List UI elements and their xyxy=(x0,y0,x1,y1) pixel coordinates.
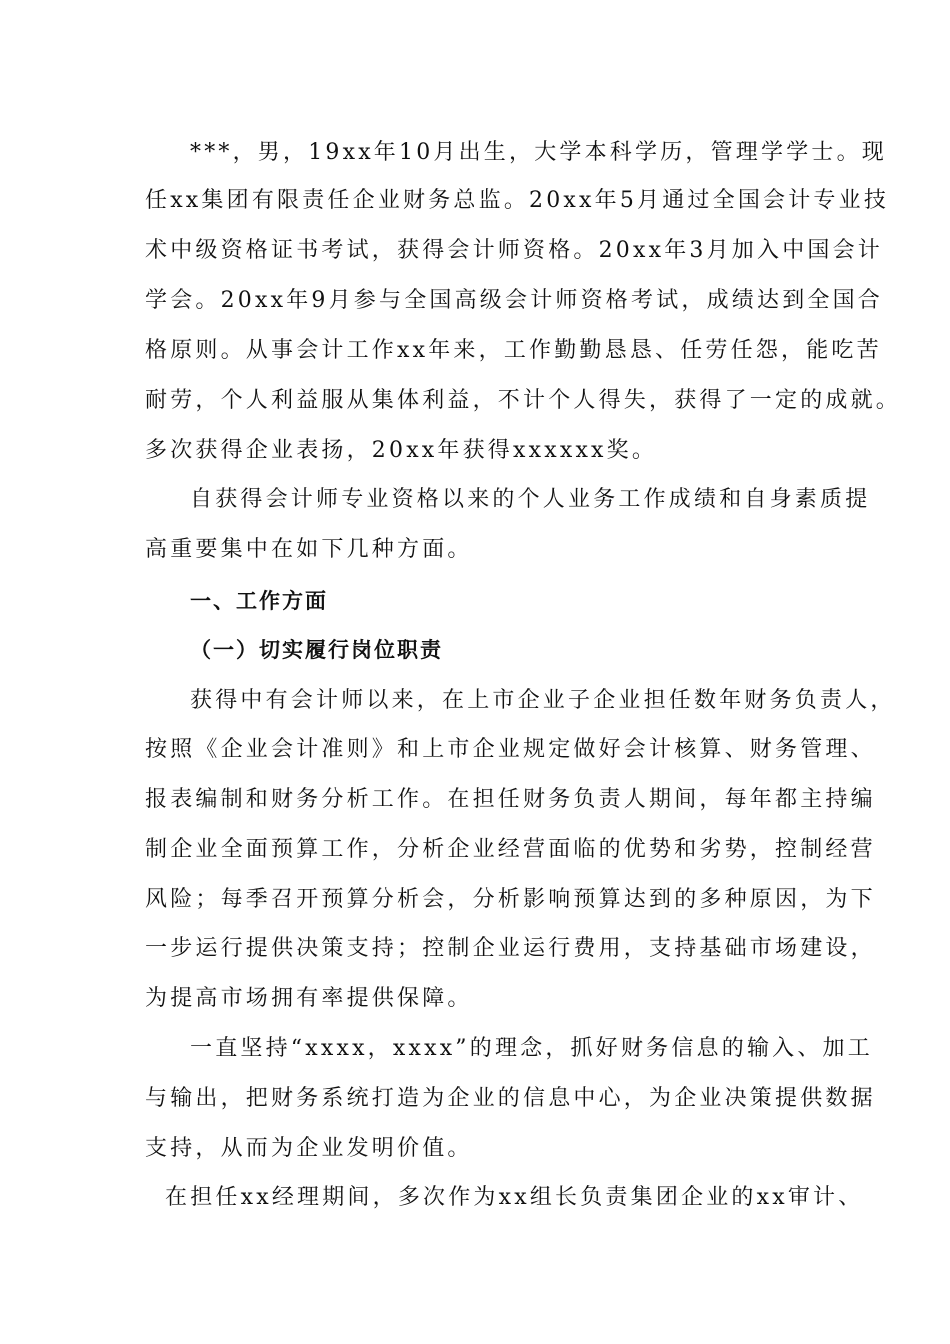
paragraph-line: 任xx集团有限责任企业财务总监。20xx年5月通过全国会计专业技 xyxy=(145,188,890,213)
subsection-heading: （一）切实履行岗位职责 xyxy=(190,638,443,662)
paragraph-line: 格原则。从事会计工作xx年来，工作勤勤恳恳、任劳任怨，能吃苦 xyxy=(145,338,882,363)
section-heading: 一、工作方面 xyxy=(190,589,328,613)
paragraph-line: 一步运行提供决策支持；控制企业运行费用，支持基础市场建设， xyxy=(145,936,876,961)
paragraph-line: 学会。20xx年9月参与全国高级会计师资格考试，成绩达到全国合 xyxy=(145,288,884,313)
paragraph-line: 按照《企业会计准则》和上市企业规定做好会计核算、财务管理、 xyxy=(145,737,876,762)
paragraph-line: 自获得会计师专业资格以来的个人业务工作成绩和自身素质提 xyxy=(190,487,871,512)
paragraph-line: 与输出，把财务系统打造为企业的信息中心，为企业决策提供数据 xyxy=(145,1086,876,1111)
paragraph-line: 术中级资格证书考试，获得会计师资格。20xx年3月加入中国会计 xyxy=(145,238,884,263)
paragraph-line: 在担任xx经理期间，多次作为xx组长负责集团企业的xx审计、 xyxy=(165,1185,864,1210)
paragraph-line: 支持，从而为企业发明价值。 xyxy=(145,1136,473,1161)
paragraph-line: 风险；每季召开预算分析会，分析影响预算达到的多种原因，为下 xyxy=(145,887,876,912)
paragraph-line: 耐劳，个人利益服从集体利益，不计个人得失，获得了一定的成就。 xyxy=(145,388,902,413)
paragraph-line: 多次获得企业表扬，20xx年获得xxxxxx奖。 xyxy=(145,438,658,463)
paragraph-line: 一直坚持“xxxx，xxxx”的理念，抓好财务信息的输入、加工 xyxy=(190,1036,873,1061)
paragraph-line: 获得中有会计师以来，在上市企业子企业担任数年财务负责人， xyxy=(190,688,896,713)
paragraph-line: 报表编制和财务分析工作。在担任财务负责人期间，每年都主持编 xyxy=(145,787,876,812)
paragraph-line: ***，男，19xx年10月出生，大学本科学历，管理学学士。现 xyxy=(190,140,888,165)
paragraph-line: 为提高市场拥有率提供保障。 xyxy=(145,986,473,1011)
paragraph-line: 高重要集中在如下几种方面。 xyxy=(145,537,473,562)
paragraph-line: 制企业全面预算工作，分析企业经营面临的优势和劣势，控制经营 xyxy=(145,837,876,862)
